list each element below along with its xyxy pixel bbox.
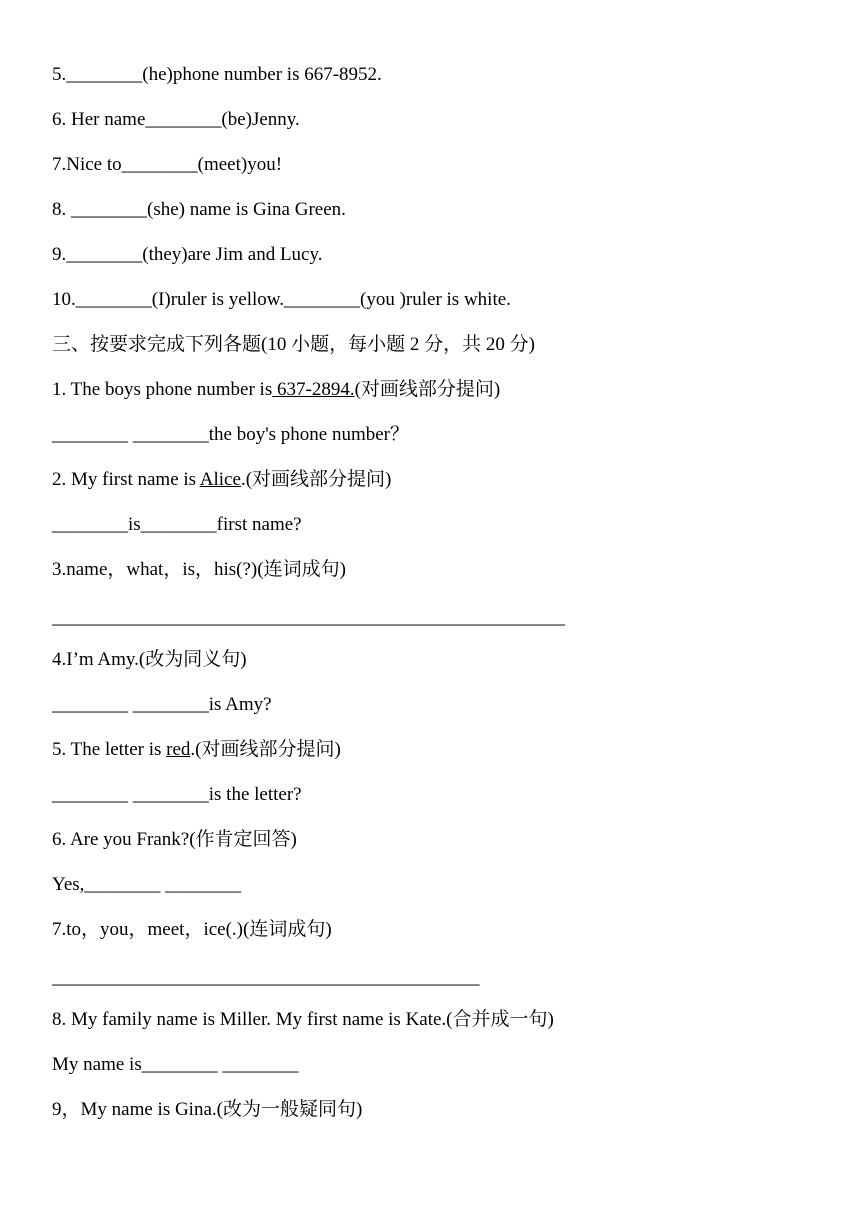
answer-7: _____________________________________________ [52,967,480,988]
question-6: 6. Are you Frank?(作肯定回答) [52,829,297,850]
answer-6: Yes,________ ________ [52,874,242,895]
question-5-underlined: red [166,739,191,760]
answer-2: ________is________first name? [52,514,302,535]
question-1-text: 1. The boys phone number is [52,379,273,400]
answer-8: My name is________ ________ [52,1054,299,1075]
question-1 [52,378,500,402]
question-5-text: 5. The letter is [52,739,167,760]
question-2-instruction: .(对画线部分提问) [240,469,392,490]
section-heading: 三、按要求完成下列各题(10 小题，每小题 2 分，共 20 分) [52,334,535,355]
question-2-underlined: Alice [199,469,241,490]
fill-item-7: 7.Nice to________(meet)you! [52,154,283,175]
question-7: 7.to，you，meet，ice(.)(连词成句) [52,919,332,940]
fill-item-10: 10.________(I)ruler is yellow.________(you )ruler is white. [52,289,511,310]
answer-4: ________ ________is Amy? [52,694,272,715]
question-4: 4.I’m Amy.(改为同义句) [52,649,247,670]
question-5-instruction: .(对画线部分提问) [190,739,341,760]
fill-item-5: 5.________(he)phone number is 667-8952. [52,64,382,85]
question-3: 3.name，what，is，his(?)(连词成句) [52,559,346,580]
question-2 [52,468,391,492]
question-1-underlined: 637-2894. [272,379,355,400]
fill-item-6: 6. Her name________(be)Jenny. [52,109,300,130]
answer-5: ________ ________is the letter? [52,784,302,805]
answer-3: ______________________________________________________ [52,607,565,628]
answer-1: ________ ________the boy's phone number？ [52,424,410,445]
fill-item-8: 8. ________(she) name is Gina Green. [52,199,346,220]
question-2-text: 2. My first name is [52,469,200,490]
question-1-instruction: (对画线部分提问) [354,379,501,400]
question-5 [52,738,341,762]
fill-item-9: 9.________(they)are Jim and Lucy. [52,244,323,265]
question-9: 9，My name is Gina.(改为一般疑同句) [52,1099,363,1120]
question-8: 8. My family name is Miller. My first name is Kate.(合并成一句) [52,1009,554,1030]
